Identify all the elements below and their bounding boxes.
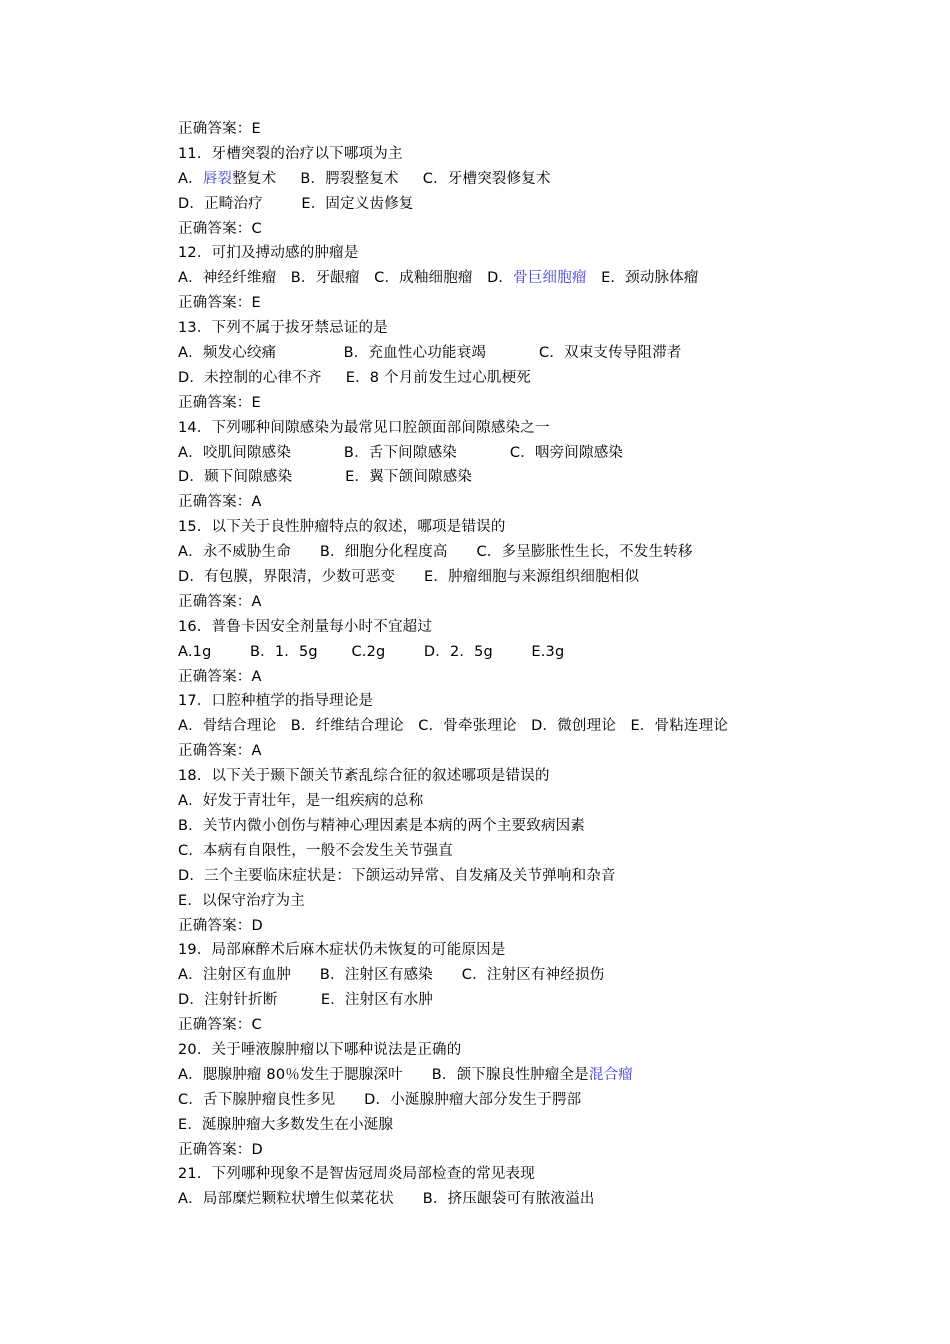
answer-line bbox=[178, 914, 878, 939]
options-line bbox=[178, 366, 878, 391]
line-text: 20．关于唾液腺肿瘤以下哪种说法是正确的 bbox=[178, 1041, 462, 1058]
options-line bbox=[178, 1187, 878, 1212]
options-line bbox=[178, 1113, 878, 1138]
line-text: A．频发心绞痛 B．充血性心功能衰竭 C．双束支传导阻滞者 bbox=[178, 345, 682, 362]
options-line bbox=[178, 714, 878, 739]
answer-line bbox=[178, 1138, 878, 1163]
line-text: 正确答案：A bbox=[178, 743, 262, 760]
answer-line bbox=[178, 1013, 878, 1038]
line-text: A． bbox=[178, 170, 203, 187]
question-line bbox=[178, 316, 878, 341]
line-text: 18．以下关于颞下颌关节紊乱综合征的叙述哪项是错误的 bbox=[178, 768, 550, 785]
line-text: E．颈动脉体瘤 bbox=[586, 270, 699, 287]
line-text: D．未控制的心律不齐 E．8 个月前发生过心肌梗死 bbox=[178, 369, 532, 386]
line-text: 16．普鲁卡因安全剂量每小时不宜超过 bbox=[178, 618, 433, 635]
line-text: 整复术 B．腭裂整复术 C．牙槽突裂修复术 bbox=[232, 170, 551, 187]
hyperlink-term[interactable]: 混合瘤 bbox=[588, 1066, 633, 1083]
line-text: A．咬肌间隙感染 B．舌下间隙感染 C．咽旁间隙感染 bbox=[178, 444, 624, 461]
options-line bbox=[178, 640, 878, 665]
options-line bbox=[178, 167, 878, 192]
question-line bbox=[178, 1038, 878, 1063]
line-text: E．以保守治疗为主 bbox=[178, 892, 305, 909]
line-text: 正确答案：C bbox=[178, 1017, 262, 1034]
question-line bbox=[178, 515, 878, 540]
options-line bbox=[178, 266, 878, 291]
answer-line bbox=[178, 665, 878, 690]
line-text: A．腮腺肿瘤 80％发生于腮腺深叶 B．颌下腺良性肿瘤全是 bbox=[178, 1066, 589, 1083]
question-line bbox=[178, 142, 878, 167]
line-text: C．舌下腺肿瘤良性多见 D．小涎腺肿瘤大部分发生于腭部 bbox=[178, 1091, 582, 1108]
options-line bbox=[178, 988, 878, 1013]
line-text: 正确答案：E bbox=[178, 394, 261, 411]
line-text: E．涎腺肿瘤大多数发生在小涎腺 bbox=[178, 1116, 394, 1133]
line-text: B．关节内微小创伤与精神心理因素是本病的两个主要致病因素 bbox=[178, 817, 586, 834]
line-text: A．骨结合理论 B．纤维结合理论 C．骨牵张理论 D．微创理论 E．骨粘连理论 bbox=[178, 718, 729, 735]
line-text: A．好发于青壮年，是一组疾病的总称 bbox=[178, 793, 424, 810]
question-line bbox=[178, 615, 878, 640]
options-line bbox=[178, 963, 878, 988]
hyperlink-term[interactable]: 唇裂 bbox=[202, 170, 233, 187]
line-text: D．有包膜，界限清，少数可恶变 E．肿瘤细胞与来源组织细胞相似 bbox=[178, 569, 640, 586]
options-line bbox=[178, 814, 878, 839]
line-text: 19．局部麻醉术后麻木症状仍未恢复的可能原因是 bbox=[178, 942, 506, 959]
question-line bbox=[178, 689, 878, 714]
question-line bbox=[178, 416, 878, 441]
line-text: C．本病有自限性，一般不会发生关节强直 bbox=[178, 842, 453, 859]
line-text: 21．下列哪种现象不是智齿冠周炎局部检查的常见表现 bbox=[178, 1166, 535, 1183]
line-text: D．颞下间隙感染 E．翼下颌间隙感染 bbox=[178, 469, 473, 486]
answer-line bbox=[178, 291, 878, 316]
options-line bbox=[178, 565, 878, 590]
options-line bbox=[178, 540, 878, 565]
line-text: 正确答案：D bbox=[178, 917, 263, 934]
options-line bbox=[178, 864, 878, 889]
line-text: 正确答案：E bbox=[178, 121, 261, 137]
line-text: 正确答案：A bbox=[178, 668, 262, 685]
line-text: A．神经纤维瘤 B．牙龈瘤 C．成釉细胞瘤 D． bbox=[178, 270, 514, 287]
line-text: A．局部糜烂颗粒状增生似菜花状 B．挤压龈袋可有脓液溢出 bbox=[178, 1191, 595, 1208]
options-line bbox=[178, 441, 878, 466]
answer-line bbox=[178, 739, 878, 764]
options-line bbox=[178, 839, 878, 864]
options-line bbox=[178, 1088, 878, 1113]
hyperlink-term[interactable]: 骨巨细胞瘤 bbox=[513, 270, 587, 287]
question-line bbox=[178, 764, 878, 789]
options-line bbox=[178, 789, 878, 814]
line-text: 正确答案：D bbox=[178, 1141, 263, 1158]
question-line bbox=[178, 938, 878, 963]
question-text-block bbox=[178, 117, 878, 1212]
options-line bbox=[178, 341, 878, 366]
line-text: 正确答案：C bbox=[178, 220, 262, 237]
line-text: A．注射区有血肿 B．注射区有感染 C．注射区有神经损伤 bbox=[178, 967, 605, 984]
line-text: 13．下列不属于拔牙禁忌证的是 bbox=[178, 320, 388, 337]
answer-line bbox=[178, 391, 878, 416]
line-text: 11．牙槽突裂的治疗以下哪项为主 bbox=[178, 145, 403, 162]
line-text: 17．口腔种植学的指导理论是 bbox=[178, 693, 374, 710]
line-text: D．正畸治疗 E．固定义齿修复 bbox=[178, 195, 414, 212]
line-text: 正确答案：A bbox=[178, 593, 262, 610]
line-text: 12．可扪及搏动感的肿瘤是 bbox=[178, 245, 359, 262]
options-line bbox=[178, 192, 878, 217]
answer-line bbox=[178, 590, 878, 615]
line-text: 15．以下关于良性肿瘤特点的叙述，哪项是错误的 bbox=[178, 519, 506, 536]
options-line bbox=[178, 465, 878, 490]
question-line bbox=[178, 1162, 878, 1187]
line-text: 14．下列哪种间隙感染为最常见口腔颌面部间隙感染之一 bbox=[178, 419, 550, 436]
answer-line bbox=[178, 490, 878, 515]
answer-line bbox=[178, 217, 878, 242]
answer-line bbox=[178, 117, 878, 142]
line-text: 正确答案：E bbox=[178, 295, 261, 312]
line-text: A.1g B．1．5g C.2g D．2．5g E.3g bbox=[178, 643, 565, 660]
options-line bbox=[178, 889, 878, 914]
line-text: 正确答案：A bbox=[178, 494, 262, 511]
question-line bbox=[178, 241, 878, 266]
line-text: A．永不威胁生命 B．细胞分化程度高 C．多呈膨胀性生长，不发生转移 bbox=[178, 544, 693, 561]
options-line bbox=[178, 1063, 878, 1088]
line-text: D．三个主要临床症状是：下颌运动异常、自发痛及关节弹响和杂音 bbox=[178, 867, 616, 884]
line-text: D．注射针折断 E．注射区有水肿 bbox=[178, 992, 434, 1009]
